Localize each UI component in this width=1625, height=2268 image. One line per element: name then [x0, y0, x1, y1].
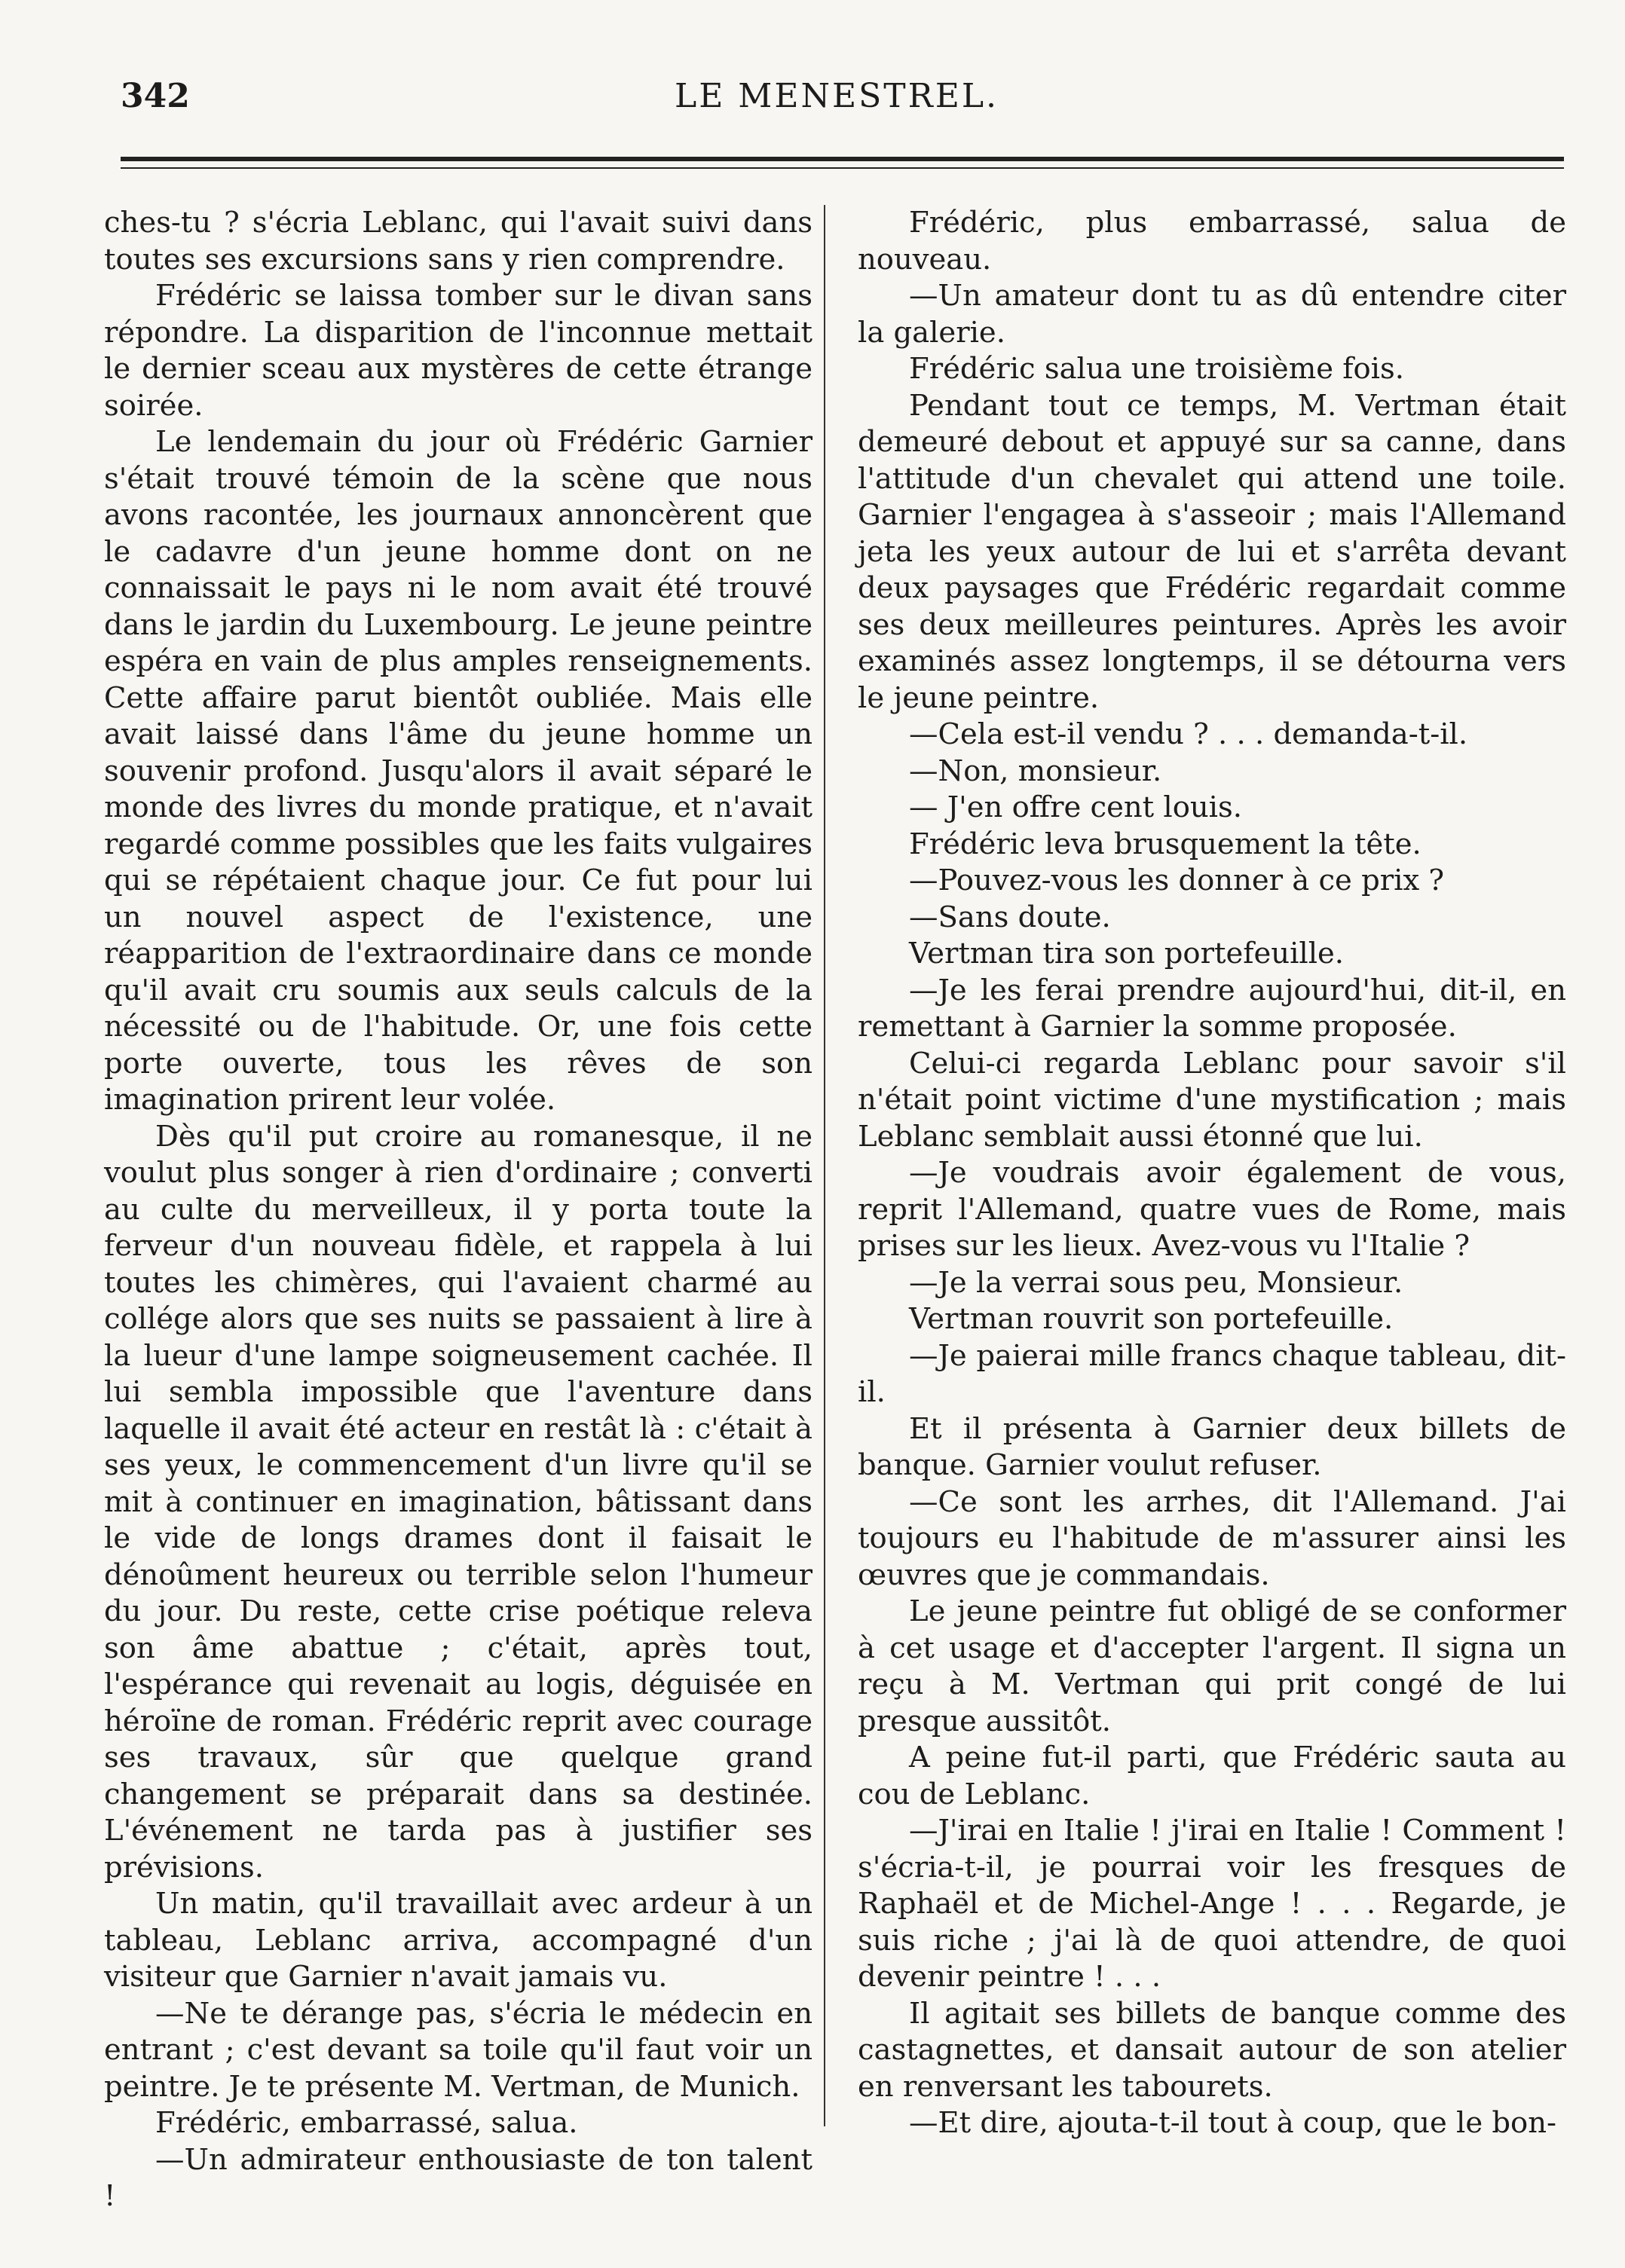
- paragraph: Frédéric, embarrassé, salua.: [155, 2106, 578, 2140]
- page-header: [121, 77, 1553, 122]
- paragraph: —Ne te dérange pas, s'écria le médecin en entrant ; c'est devant sa toile qu'il faut voir un peintre. Je te présente M. Vertman, de Munich.: [104, 1996, 812, 2104]
- left-column: [104, 205, 812, 2215]
- paragraph: — J'en offre cent louis.: [909, 790, 1242, 824]
- page-number: 342: [121, 77, 190, 115]
- paragraph: Vertman rouvrit son portefeuille.: [909, 1302, 1394, 1336]
- paragraph: —Je paierai mille francs chaque tableau, dit-il.: [858, 1338, 1566, 1409]
- paragraph: Celui-ci regarda Leblanc pour savoir s'il n'était point victime d'une mystification ; mais Leblanc semblait aussi étonné que lui.: [858, 1046, 1566, 1154]
- paragraph: Pendant tout ce temps, M. Vertman était demeuré debout et appuyé sur sa canne, dans l'attitude d'un chevalet qui attend une toile. Garnier l'engagea à s'asseoir ; mais l'Allemand jeta les yeux autour de lui et s'arrêta devant deux paysages que Frédéric regardait comme ses deux meilleures peintures. Après les avoir examinés assez longtemps, il se détourna vers le jeune peintre.: [858, 388, 1566, 715]
- paragraph: —Pouvez-vous les donner à ce prix ?: [909, 863, 1445, 897]
- paragraph: Frédéric, plus embarrassé, salua de nouveau.: [858, 206, 1566, 277]
- paragraph: —J'irai en Italie ! j'irai en Italie ! Comment ! s'écria-t-il, je pourrai voir les fresques de Raphaël et de Michel-Ange ! . . . Regarde, je suis riche ; j'ai là de quoi attendre, de quoi devenir peintre ! . . .: [858, 1814, 1566, 1994]
- paragraph: —Cela est-il vendu ? . . . demanda-t-il.: [909, 717, 1468, 751]
- paragraph: Vertman tira son portefeuille.: [909, 937, 1345, 970]
- paragraph: Dès qu'il put croire au romanesque, il ne voulut plus songer à rien d'ordinaire ; converti au culte du merveilleux, il y porta toute la ferveur d'un nouveau fidèle, et rappela à lui toutes les chimères, qui l'avaient charmé au collége alors que ses nuits se passaient à lire à la lueur d'une lampe soigneusement cachée. Il lui sembla impossible que l'aventure dans laquelle il avait été acteur en restât là : c'était à ses yeux, le commencement d'un livre qu'il se mit à continuer en imagination, bâtissant dans le vide de longs drames dont il faisait le dénoûment heureux ou terrible selon l'humeur du jour. Du reste, cette crise poétique releva son âme abattue ; c'était, après tout, l'espérance qui revenait au logis, déguisée en héroïne de roman. Frédéric reprit avec courage ses travaux, sûr que quelque grand changement se préparait dans sa destinée. L'événement ne tarda pas à justifier ses prévisions.: [104, 1119, 812, 1884]
- paragraph: Il agitait ses billets de banque comme des castagnettes, et dansait autour de son atelier en renversant les tabourets.: [858, 1996, 1566, 2104]
- paragraph: —Non, monsieur.: [909, 753, 1162, 788]
- paragraph: —Je les ferai prendre aujourd'hui, dit-il, en remettant à Garnier la somme proposée.: [858, 973, 1566, 1044]
- paragraph: —Ce sont les arrhes, dit l'Allemand. J'ai toujours eu l'habitude de m'assurer ainsi les œuvres que je commandais.: [858, 1484, 1566, 1592]
- running-title: LE MENESTREL.: [674, 77, 999, 115]
- paragraph: Un matin, qu'il travaillait avec ardeur à un tableau, Leblanc arriva, accompagné d'un visiteur que Garnier n'avait jamais vu.: [104, 1887, 812, 1994]
- column-divider: [824, 205, 825, 2126]
- paragraph: —Je la verrai sous peu, Monsieur.: [909, 1265, 1403, 1300]
- paragraph: —Je voudrais avoir également de vous, reprit l'Allemand, quatre vues de Rome, mais prises sur les lieux. Avez-vous vu l'Italie ?: [858, 1156, 1566, 1263]
- header-rule-thick: [121, 157, 1564, 161]
- header-rule-thin: [121, 167, 1564, 169]
- paragraph: —Un amateur dont tu as dû entendre citer la galerie.: [858, 279, 1566, 350]
- paragraph: Frédéric se laissa tomber sur le divan sans répondre. La disparition de l'inconnue mettait le dernier sceau aux mystères de cette étrange soirée.: [104, 279, 812, 423]
- paragraph: Le jeune peintre fut obligé de se conformer à cet usage et d'accepter l'argent. Il signa un reçu à M. Vertman qui prit congé de lui presque aussitôt.: [858, 1594, 1566, 1738]
- paragraph: —Et dire, ajouta-t-il tout à coup, que le bon-: [909, 2106, 1557, 2140]
- paragraph: Et il présenta à Garnier deux billets de banque. Garnier voulut refuser.: [858, 1411, 1566, 1482]
- paragraph: Frédéric leva brusquement la tête.: [909, 827, 1421, 861]
- paragraph: Le lendemain du jour où Frédéric Garnier s'était trouvé témoin de la scène que nous avons racontée, les journaux annoncèrent que le cadavre d'un jeune homme dont on ne connaissait le pays ni le nom avait été trouvé dans le jardin du Luxembourg. Le jeune peintre espéra en vain de plus amples renseignements. Cette affaire parut bientôt oubliée. Mais elle avait laissé dans l'âme du jeune homme un souvenir profond. Jusqu'alors il avait séparé le monde des livres du monde pratique, et n'avait regardé comme possibles que les faits vulgaires qui se répétaient chaque jour. Ce fut pour lui un nouvel aspect de l'existence, une réapparition de l'extraordinaire dans ce monde qu'il avait cru soumis aux seuls calculs de la nécessité ou de l'habitude. Or, une fois cette porte ouverte, tous les rêves de son imagination prirent leur volée.: [104, 425, 812, 1117]
- paragraph: —Sans doute.: [909, 900, 1111, 934]
- paragraph: A peine fut-il parti, que Frédéric sauta au cou de Leblanc.: [858, 1741, 1566, 1811]
- paragraph: —Un admirateur enthousiaste de ton talent !: [104, 2142, 812, 2213]
- right-column: [858, 205, 1566, 2142]
- paragraph: ches-tu ? s'écria Leblanc, qui l'avait suivi dans toutes ses excursions sans y rien comprendre.: [104, 206, 812, 277]
- paragraph: Frédéric salua une troisième fois.: [909, 352, 1404, 386]
